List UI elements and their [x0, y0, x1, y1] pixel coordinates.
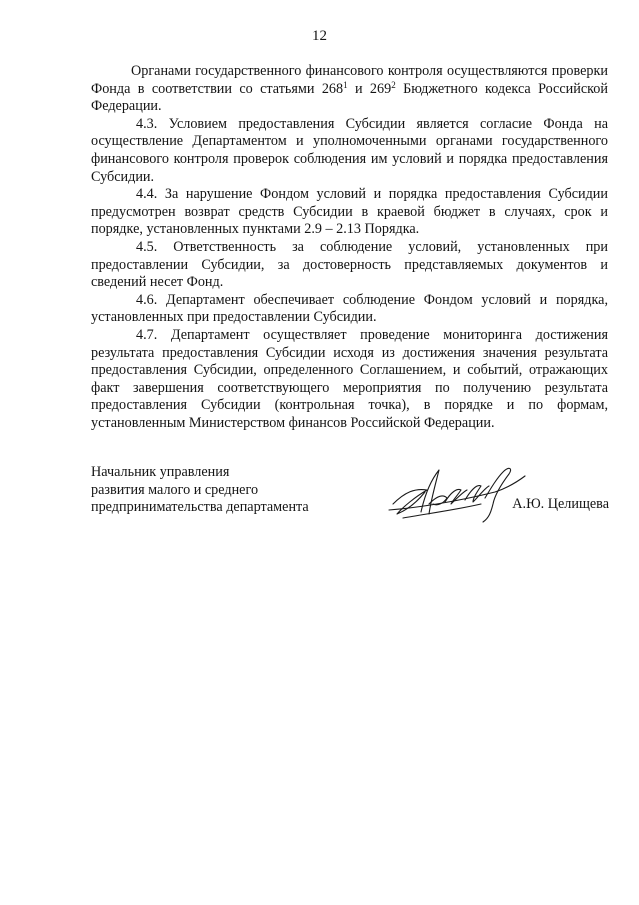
paragraph-text: Бюджетного кодекса Российской Федерации.: [91, 80, 608, 115]
page-number: 12: [312, 28, 327, 44]
paragraph-4-3: 4.3. Условием предоставления Субсидии является согласие Фонда на осуществление Департаментом и уполномоченными органами государственного финансового контроля проверок соблюдения им условий и порядка предоставления Субсидии.: [91, 115, 608, 185]
paragraph-4-6: 4.6. Департамент обеспечивает соблюдение Фондом условий и порядка, установленных при предоставлении Субсидии.: [91, 291, 608, 326]
paragraph-4-7: 4.7. Департамент осуществляет проведение мониторинга достижения результата предоставления Субсидии исходя из достижения значения результата предоставления Субсидии, определенного Соглашением, и событий, отражающих факт завершения соответствующего мероприятия по получению результата предоставления Субсидии (контрольная точка), в порядке и по формам, установленным Министерством финансов Российской Федерации.: [91, 326, 608, 431]
signatory-position: [91, 464, 309, 517]
paragraph-state-control-audits: [91, 63, 608, 116]
document-body: [91, 63, 608, 432]
footnote-superscript: 2: [391, 79, 396, 90]
position-line: Начальник управления: [91, 464, 230, 480]
handwritten-signature: [385, 452, 535, 532]
position-line: развития малого и среднего: [91, 481, 259, 498]
paragraph-4-4: 4.4. За нарушение Фондом условий и порядка предоставления Субсидии предусмотрен возврат средств Субсидии в краевой бюджет в случаях, срок и порядке, установленных пунктами 2.9 – 2.13 Порядка.: [91, 186, 608, 238]
signer-name: А.Ю. Целищева: [512, 496, 609, 512]
position-line: предпринимательства департамента: [91, 499, 309, 516]
paragraph-text: и 269: [347, 80, 392, 97]
footnote-superscript: 1: [343, 79, 348, 90]
paragraph-text: Органами государственного финансового контроля осуществляются проверки Фонда в соответствии со статьями 268: [91, 63, 608, 97]
paragraph-4-5: 4.5. Ответственность за соблюдение условий, установленных при предоставлении Субсидии, за достоверность представляемых документов и сведений несет Фонд.: [91, 238, 608, 291]
